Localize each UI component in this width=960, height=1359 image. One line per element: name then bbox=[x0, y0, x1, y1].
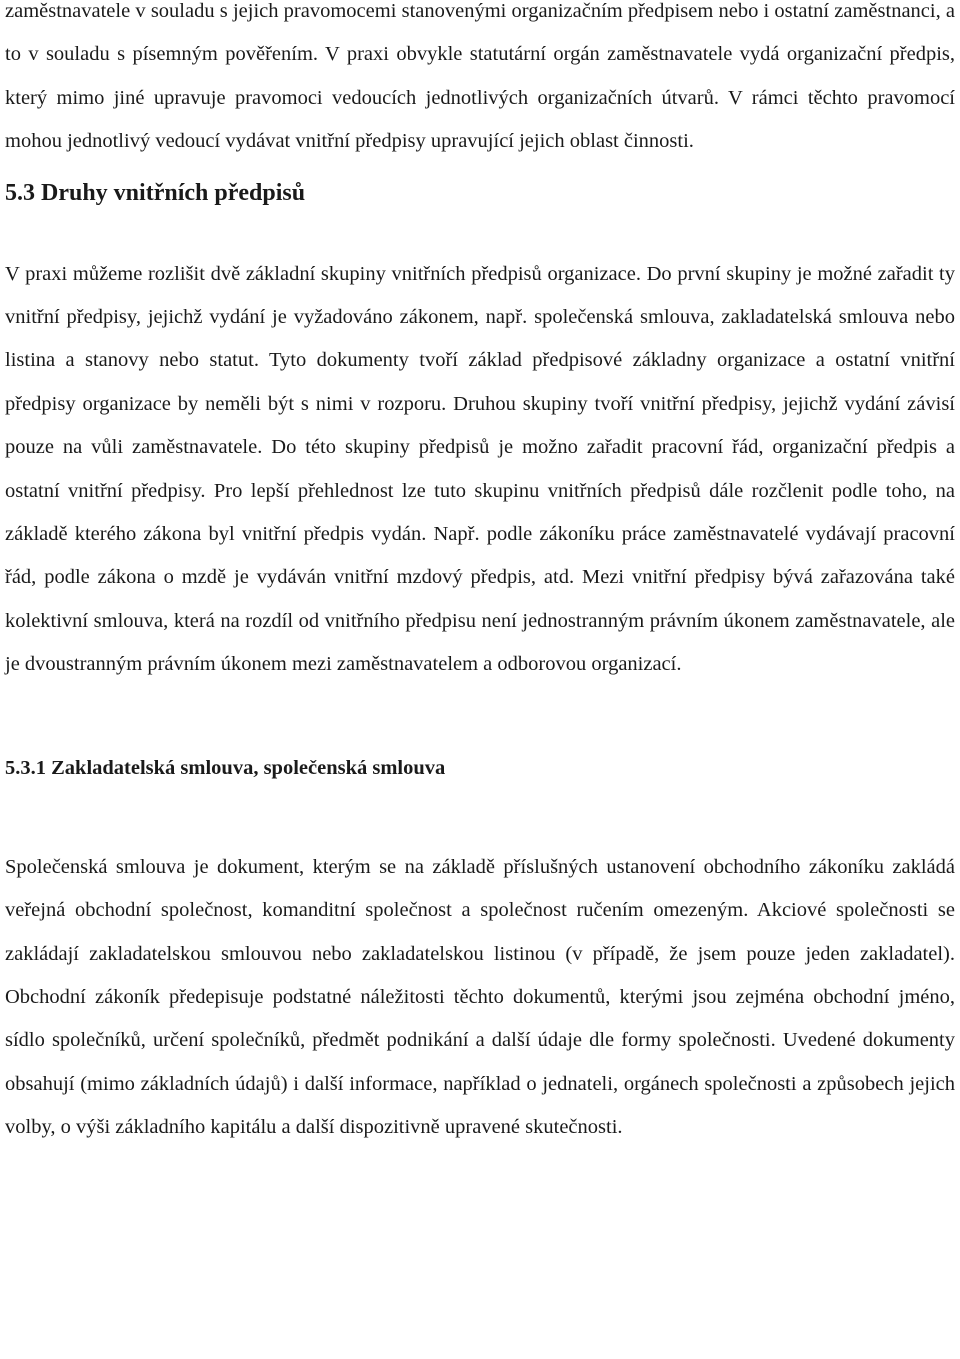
paragraph-spolecenska-smlouva: Společenská smlouva je dokument, kterým se na základě příslušných ustanovení obchodního zákoníku zakládá veřejná obchodní společnost, komanditní společnost a společnost ručením omezeným. Akciové společnosti se zakládají zakladatelskou smlouvou nebo zakladatelskou listinou (v případě, že jsem pouze jeden zakladatel). Obchodní zákoník předepisuje podstatné náležitosti těchto dokumentů, kterými jsou zejména obchodní jméno, sídlo společníků, určení společníků, předmět podnikání a další údaje dle formy společnosti. Uvedené dokumenty obsahují (mimo základních údajů) i další informace, například o jednateli, orgánech společnosti a způsobech jejich volby, o výši základního kapitálu a další dispozitivně upravené skutečnosti. bbox=[5, 855, 955, 1139]
section-heading-5-3: 5.3 Druhy vnitřních předpisů bbox=[5, 179, 306, 206]
subsection-heading-5-3-1: 5.3.1 Zakladatelská smlouva, společenská smlouva bbox=[5, 756, 446, 779]
paragraph-druhy-predpisu: V praxi můžeme rozlišit dvě základní skupiny vnitřních předpisů organizace. Do první skupiny je možné zařadit ty vnitřní předpisy, jejichž vydání je vyžadováno zákonem, např. společenská smlouva, zakladatelská smlouva nebo listina a stanovy nebo statut. Tyto dokumenty tvoří základ předpisové základny organizace a ostatní vnitřní předpisy organizace by neměli být s nimi v rozporu. Druhou skupiny tvoří vnitřní předpisy, jejichž vydání závisí pouze na vůli zaměstnavatele. Do této skupiny předpisů je možno zařadit pracovní řád, organizační předpis a ostatní vnitřní předpisy. Pro lepší přehlednost lze tuto skupinu vnitřních předpisů dále rozčlenit podle toho, na základě kterého zákona byl vnitřní předpis vydán. Např. podle zákoníku práce zaměstnavatelé vydávají pracovní řád, podle zákona o mzdě je vydáván vnitřní mzdový předpis, atd. Mezi vnitřní předpisy bývá zařazována také kolektivní smlouva, která na rozdíl od vnitřního předpisu není jednostranným právním úkonem zaměstnavatele, ale je dvoustranným právním úkonem mezi zaměstnavatelem a odborovou organizací. bbox=[5, 262, 955, 676]
document-page bbox=[5, 0, 955, 1150]
paragraph-intro: zaměstnavatele v souladu s jejich pravomocemi stanovenými organizačním předpisem nebo i ostatní zaměstnanci, a to v souladu s písemným pověřením. V praxi obvykle statutární orgán zaměstnavatele vydá organizační předpis, který mimo jiné upravuje pravomoci vedoucích jednotlivých organizačních útvarů. V rámci těchto pravomocí mohou jednotlivý vedoucí vydávat vnitřní předpisy upravující jejich oblast činnosti. bbox=[5, 0, 955, 153]
